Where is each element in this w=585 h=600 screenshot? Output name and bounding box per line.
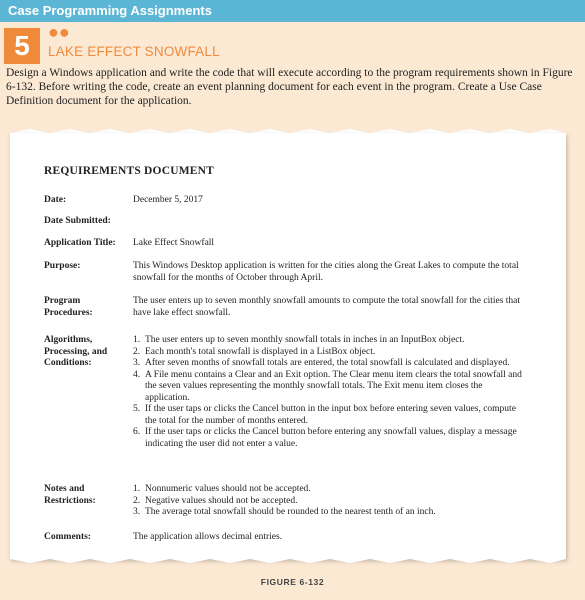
notes-label-line: Notes and [44, 484, 85, 494]
date-submitted-label: Date Submitted: [44, 216, 111, 226]
list-item [133, 404, 528, 427]
program-procedures-value: The user enters up to seven monthly snowfall amounts to compute the total snowfall for the cities that have lake effect snowfall. [133, 296, 521, 318]
item-number: 2. [133, 346, 141, 357]
item-text: Negative values should not be accepted. [145, 495, 298, 506]
algorithms-list [133, 335, 528, 450]
assignment-number-badge [4, 28, 40, 64]
assignment-number: 5 [14, 30, 30, 61]
program-procedures-label [44, 296, 132, 319]
list-item [133, 370, 528, 405]
item-text: Each month's total snowfall is displayed in a ListBox object. [145, 346, 376, 357]
assignment-intro: Design a Windows application and write the code that will execute according to the program requirements shown in Figure 6-132. Before writing the code, create an event planning document for each event in the program. Create a Use Case Definition document for the application. [6, 67, 573, 107]
algorithms-label-line: Conditions: [44, 358, 92, 368]
item-text: If the user taps or clicks the Cancel button before entering any snowfall values, display a message indicating the user did not enter a value. [145, 427, 517, 449]
application-title-value: Lake Effect Snowfall [133, 238, 215, 248]
section-header-label: Case Programming Assignments [8, 3, 212, 18]
list-item [133, 427, 528, 450]
comments-value: The application allows decimal entries. [133, 532, 283, 542]
item-text: A File menu contains a Clear and an Exit option. The Clear menu item clears the total snowfall and the seven values representing the monthly snowfall totals. The Exit menu item closes the application. [145, 369, 522, 403]
algorithms-label-line: Algorithms, [44, 335, 93, 345]
date-label: Date: [44, 195, 67, 205]
date-value: December 5, 2017 [133, 195, 203, 205]
requirements-document-card [10, 133, 566, 559]
purpose-label: Purpose: [44, 261, 81, 271]
figure-caption: FIGURE 6-132 [260, 577, 325, 587]
program-procedures-label-line: Program [44, 296, 81, 306]
application-title-label: Application Title: [44, 238, 116, 248]
item-number: 5. [133, 404, 141, 414]
notes-label [44, 484, 132, 507]
section-header-bar [0, 0, 585, 22]
torn-edge-bottom [10, 556, 566, 566]
item-text: After seven months of snowfall totals are entered, the total snowfall is calculated and displayed. [145, 358, 510, 368]
list-item [133, 347, 528, 359]
item-number: 1. [133, 335, 141, 345]
item-text: The user enters up to seven monthly snowfall totals in inches in an InputBox object. [145, 335, 465, 345]
document-heading: REQUIREMENTS DOCUMENT [44, 165, 215, 177]
item-number: 3. [133, 358, 141, 368]
list-item [133, 335, 528, 347]
list-item [133, 484, 528, 496]
item-text: If the user taps or clicks the Cancel button in the input box before entering seven values, compute the total for the number of months entered. [145, 404, 516, 426]
program-procedures-label-line: Procedures: [44, 307, 93, 318]
item-number: 3. [133, 507, 141, 517]
item-number: 6. [133, 427, 141, 437]
item-number: 1. [133, 484, 141, 494]
algorithms-label [44, 335, 132, 370]
comments-label: Comments: [44, 532, 91, 542]
assignment-title: LAKE EFFECT SNOWFALL [48, 44, 220, 59]
item-text: Nonnumeric values should not be accepted. [145, 484, 311, 494]
algorithms-label-line: Processing, and [44, 346, 108, 357]
list-item [133, 358, 528, 370]
purpose-value: This Windows Desktop application is written for the cities along the Great Lakes to compute the total snowfall for the months of October through April. [133, 261, 519, 283]
notes-list [133, 484, 528, 519]
notes-label-line: Restrictions: [44, 495, 96, 506]
item-number: 4. [133, 369, 141, 380]
item-text: The average total snowfall should be rounded to the nearest tenth of an inch. [145, 507, 436, 517]
list-item [133, 507, 528, 519]
list-item [133, 496, 528, 508]
difficulty-dots-icon: ●● [48, 22, 70, 42]
item-number: 2. [133, 495, 141, 506]
